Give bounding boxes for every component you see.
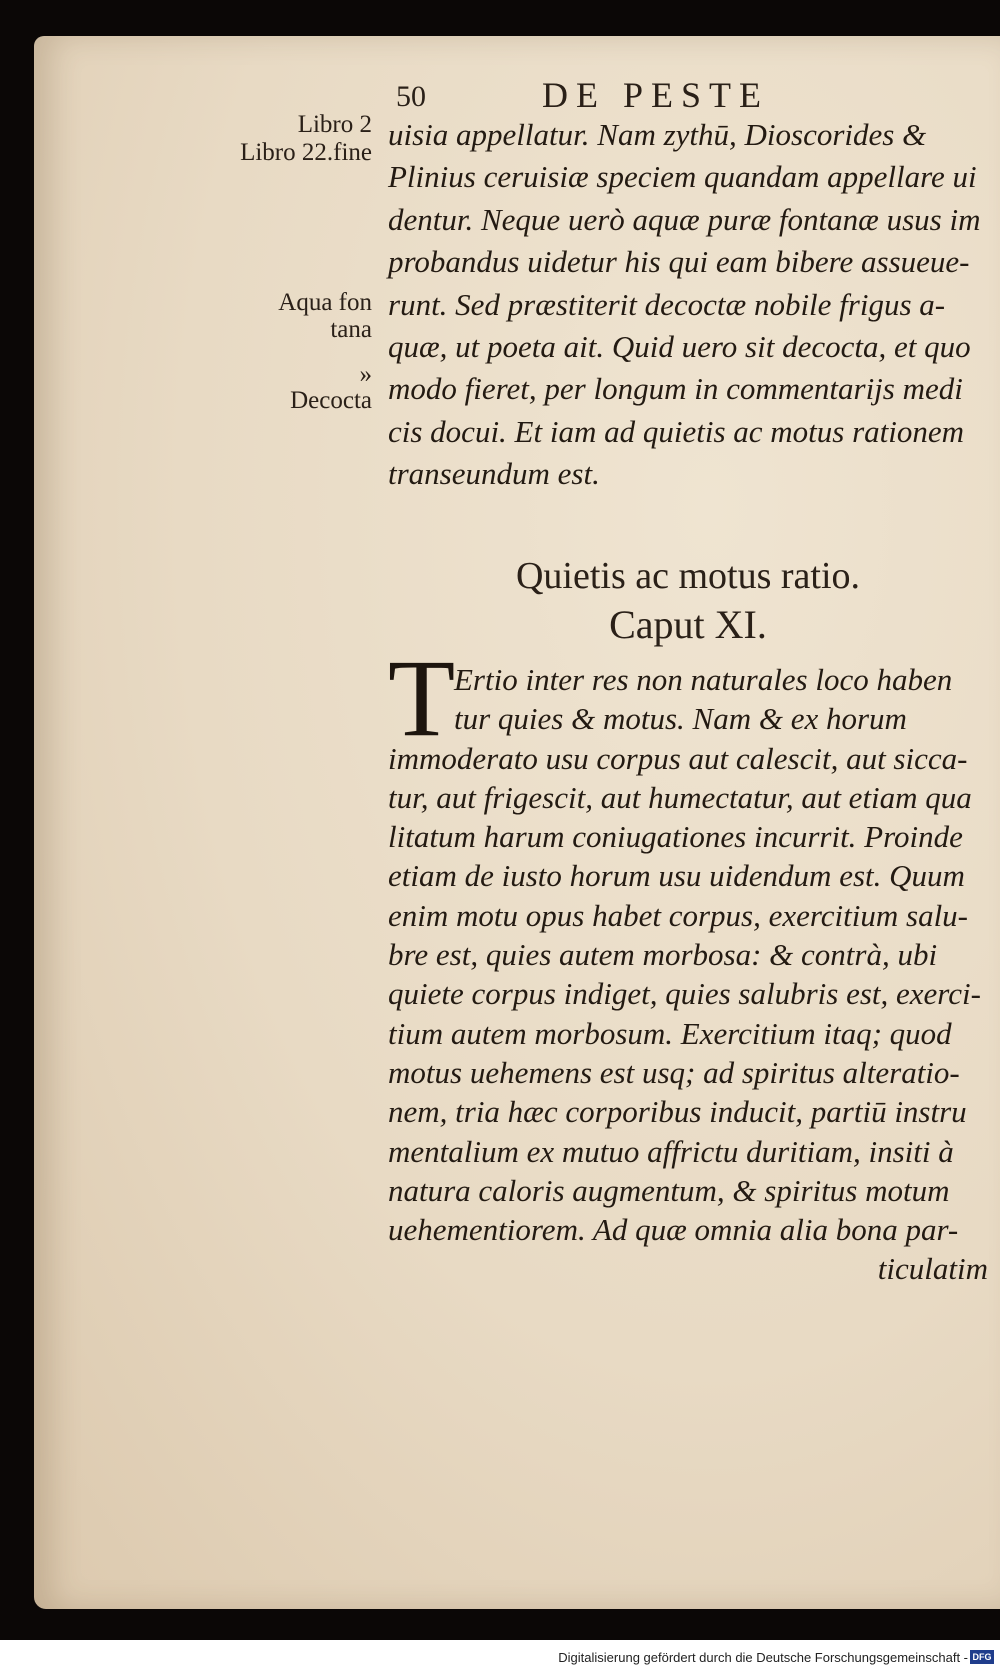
margin-note-tana: tana	[330, 316, 372, 343]
paragraph-1	[388, 114, 988, 496]
text-line: cis docui. Et iam ad quietis ac motus rationem	[388, 413, 965, 449]
text-line: dentur. Neque uerò aquæ puræ fontanæ usus im	[388, 201, 981, 237]
text-line: motus uehemens est usq; ad spiritus alteratio-	[388, 1054, 960, 1090]
text-line: tur, aut frigescit, aut humectatur, aut etiam qua	[388, 779, 972, 815]
text-line: enim motu opus habet corpus, exercitium salu-	[388, 897, 969, 933]
book-page	[34, 36, 1000, 1609]
margin-note-quote-mark: »	[359, 361, 372, 388]
margin-note-libro-22: Libro 22.fine	[240, 139, 372, 166]
text-line: runt. Sed præstiterit decoctæ nobile frigus a-	[388, 286, 946, 322]
margin-note-aqua-fon: Aqua fon	[278, 289, 372, 316]
drop-cap: T	[388, 637, 456, 759]
running-head: DE PESTE	[542, 75, 770, 115]
text-line: Plinius ceruisiæ speciem quandam appellare ui	[388, 159, 977, 195]
margin-note-libro-2: Libro 2	[297, 111, 372, 138]
text-line: probandus uidetur his qui eam bibere assueue-	[388, 244, 970, 280]
text-line: quiete corpus indiget, quies salubris est, exerci-	[388, 976, 981, 1012]
dfg-logo-icon: DFG	[970, 1650, 994, 1664]
footer-bar	[0, 1640, 1000, 1679]
text-line: natura caloris augmentum, & spiritus motum	[388, 1172, 950, 1208]
paragraph-2	[388, 660, 988, 1289]
text-line: etiam de iusto horum usu uidendum est. Quum	[388, 858, 965, 894]
page-number: 50	[396, 80, 426, 113]
text-line: uisia appellatur. Nam zythū, Dioscorides &	[388, 117, 927, 152]
catchword: ticulatim	[877, 1251, 988, 1287]
footer-credit: Digitalisierung gefördert durch die Deutsche Forschungsgemeinschaft -	[558, 1650, 968, 1665]
text-line: modo fieret, per longum in commentarijs medi	[388, 371, 963, 407]
chapter-title: Quietis ac motus ratio.	[515, 555, 861, 597]
text-line: nem, tria hæc corporibus inducit, partiū instru	[388, 1094, 967, 1130]
text-line: transeundum est.	[388, 456, 600, 492]
chapter-number: Caput XI.	[609, 602, 767, 647]
text-line: immoderato usu corpus aut calescit, aut sicca-	[388, 740, 968, 776]
text-line: quæ, ut poeta ait. Quid uero sit decocta, et quo	[388, 328, 971, 364]
margin-note-decocta: Decocta	[290, 387, 372, 414]
text-line: tium autem morbosum. Exercitium itaq; quod	[388, 1015, 952, 1051]
text-line: mentalium ex mutuo affrictu duritiam, insiti à	[388, 1133, 954, 1169]
text-line: Ertio inter res non naturales loco haben	[454, 662, 953, 697]
text-line: tur quies & motus. Nam & ex horum	[454, 701, 907, 737]
text-line: uehementiorem. Ad quæ omnia alia bona par-	[388, 1212, 959, 1248]
text-line: litatum harum coniugationes incurrit. Proinde	[388, 819, 963, 855]
text-line: bre est, quies autem morbosa: & contrà, ubi	[388, 937, 938, 973]
